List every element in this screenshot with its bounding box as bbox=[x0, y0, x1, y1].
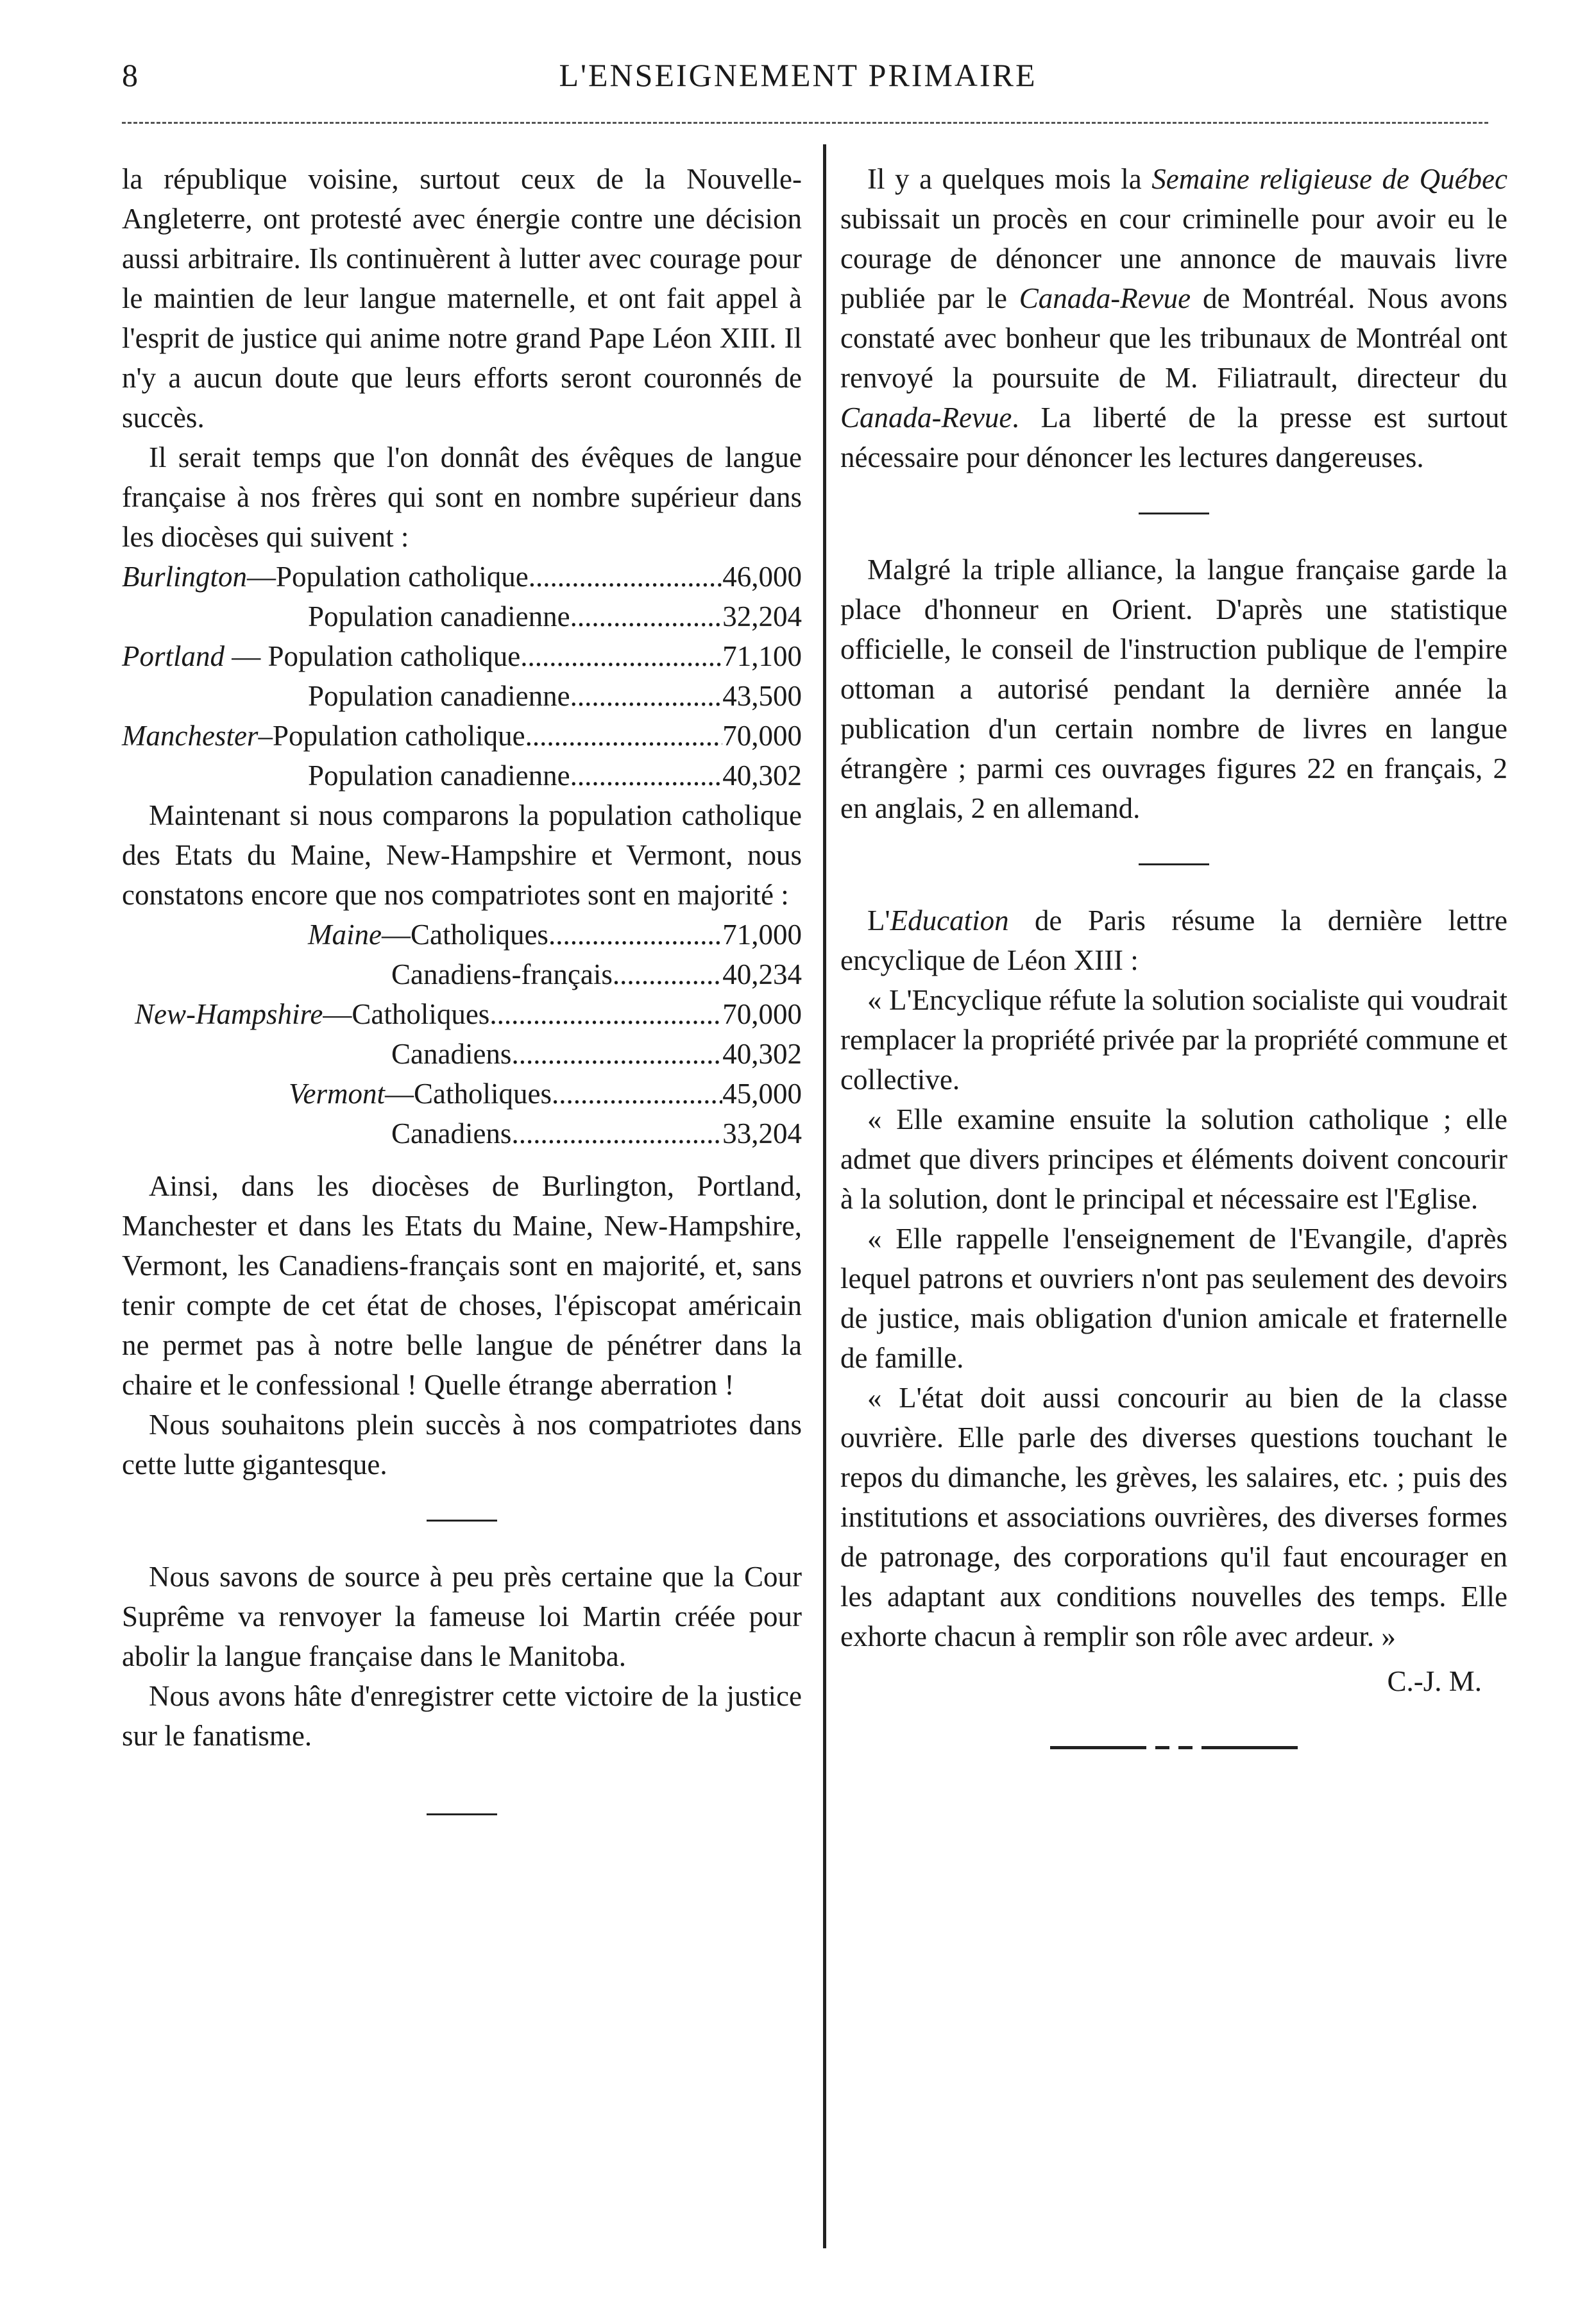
leader-dots bbox=[529, 557, 723, 597]
publication-title: Canada-Revue bbox=[840, 402, 1012, 434]
diocese-row bbox=[122, 636, 802, 676]
column-divider bbox=[823, 144, 826, 2248]
diocese-row bbox=[122, 716, 802, 756]
state-name: New-Hampshire bbox=[135, 998, 323, 1030]
paragraph: Il serait temps que l'on donnât des évêques de langue française à nos frères qui sont en nombre supérieur dans les diocèses qui suivent : bbox=[122, 441, 802, 553]
section-rule bbox=[1139, 863, 1209, 865]
quote-paragraph: « L'Encyclique réfute la solution socialiste qui voudrait remplacer la propriété privée par la propriété commune et collective. bbox=[840, 984, 1507, 1096]
diocese-name: Manchester bbox=[122, 720, 259, 752]
paragraph: Nous avons hâte d'enregistrer cette victoire de la justice sur le fanatisme. bbox=[122, 1680, 802, 1752]
row-label: Catholiques bbox=[410, 919, 548, 951]
state-row bbox=[205, 1074, 802, 1114]
separator: — bbox=[385, 1078, 414, 1110]
text-run: Il y a quelques mois la bbox=[867, 163, 1152, 195]
diocese-row bbox=[122, 676, 802, 716]
text-run: subissait un procès en cour criminelle pour avoir eu le courage de dénoncer une annonce de mauvais livre publiée par le bbox=[840, 203, 1507, 314]
ornament-bar bbox=[1050, 1746, 1146, 1749]
header-rule bbox=[122, 122, 1488, 124]
paragraph: Nous savons de source à peu près certaine que la Cour Suprême va renvoyer la fameuse loi Martin créée pour abolir la langue française dans le Manitoba. bbox=[122, 1561, 802, 1672]
row-label: Population canadienne bbox=[308, 680, 570, 712]
diocese-row bbox=[122, 557, 802, 597]
leader-dots bbox=[525, 716, 723, 756]
row-label: Canadiens bbox=[391, 1117, 512, 1149]
quote-paragraph: « Elle rappelle l'enseignement de l'Evangile, d'après lequel patrons et ouvriers n'ont pas seulement des devoirs de justice, mais obligation d'union amicale et fraternelle de famille. bbox=[840, 1223, 1507, 1374]
row-label: Population canadienne bbox=[308, 600, 570, 632]
paragraph: Maintenant si nous comparons la population catholique des Etats du Maine, New-Hampshire et Vermont, nous constatons encore que nos compatriotes sont en majorité : bbox=[122, 799, 802, 911]
leader-dots bbox=[570, 756, 723, 795]
row-value: 70,000 bbox=[722, 998, 802, 1030]
text-run: de Montréal. Nous avons constaté avec bonheur que les tribunaux de Montréal ont renvoyé la poursuite de M. Filiatrault, directeur du bbox=[840, 282, 1507, 394]
row-label: Population canadienne bbox=[308, 759, 570, 792]
diocese-name: Portland bbox=[122, 640, 225, 672]
separator: — bbox=[323, 998, 352, 1030]
section-rule bbox=[1139, 513, 1209, 514]
state-name: Vermont bbox=[289, 1078, 385, 1110]
row-value: 71,000 bbox=[722, 919, 802, 951]
separator: – bbox=[258, 720, 273, 752]
state-row bbox=[205, 1114, 802, 1153]
leader-dots bbox=[489, 994, 722, 1034]
row-label: Canadiens bbox=[391, 1038, 512, 1070]
row-label: Population catholique bbox=[272, 720, 525, 752]
diocese-row bbox=[122, 597, 802, 636]
quote-paragraph: « L'état doit aussi concourir au bien de la classe ouvrière. Elle parle des diverses questions touchant le repos du dimanche, les grèves, les salaires, etc. ; puis des institutions et associations ouvrières, des diverses formes de patronage, des corporations qu'il faut encourager en les adaptant aux conditions nouvelles des temps. Elle exhorte chacun à remplir son rôle avec ardeur. » bbox=[840, 1382, 1507, 1652]
paragraph: Malgré la triple alliance, la langue française garde la place d'honneur en Orient. D'après une statistique officielle, le conseil de l'instruction publique de l'empire ottoman a autorisé pendant la dernière année la publication d'un certain nombre de livres en langue étrangère ; parmi ces ouvrages figures 22 en français, 2 en anglais, 2 en allemand. bbox=[840, 554, 1507, 824]
leader-dots bbox=[548, 915, 722, 954]
row-value: 43,500 bbox=[722, 680, 802, 712]
row-label: Population catholique bbox=[267, 640, 521, 672]
row-label: Canadiens-français bbox=[391, 958, 613, 990]
ornament-dot bbox=[1178, 1746, 1193, 1749]
paragraph: Nous souhaitons plein succès à nos compatriotes dans cette lutte gigantesque. bbox=[122, 1409, 802, 1480]
left-column bbox=[122, 159, 802, 1815]
leader-dots bbox=[570, 676, 723, 716]
row-value: 40,302 bbox=[722, 1038, 802, 1070]
row-label: Catholiques bbox=[352, 998, 490, 1030]
section-rule bbox=[427, 1813, 497, 1815]
row-label: Population catholique bbox=[276, 561, 529, 593]
row-value: 33,204 bbox=[722, 1117, 802, 1149]
row-value: 40,234 bbox=[722, 958, 802, 990]
row-value: 71,100 bbox=[722, 640, 802, 672]
state-row bbox=[205, 915, 802, 954]
text-run: . La liberté de la presse est surtout nécessaire pour dénoncer les lectures dangereuses. bbox=[840, 402, 1507, 473]
right-column bbox=[840, 159, 1507, 1749]
paragraph bbox=[840, 159, 1507, 477]
author-signature: C.-J. M. bbox=[1387, 1665, 1482, 1697]
paragraph: la république voisine, surtout ceux de la Nouvelle-Angleterre, ont protesté avec énergie contre une décision aussi arbitraire. Ils continuèrent à lutter avec courage pour le maintien de leur langue maternelle, et ont fait appel à l'esprit de justice qui anime notre grand Pape Léon XIII. Il n'y a aucun doute que leurs efforts seront couronnés de succès. bbox=[122, 163, 802, 434]
state-name: Maine bbox=[308, 919, 382, 951]
state-row bbox=[205, 954, 802, 994]
section-rule bbox=[427, 1520, 497, 1522]
separator: — bbox=[247, 561, 276, 593]
text-run: de Paris résume la dernière lettre encyclique de Léon XIII : bbox=[840, 904, 1507, 976]
ornament-dot bbox=[1155, 1746, 1169, 1749]
row-value: 45,000 bbox=[722, 1078, 802, 1110]
leader-dots bbox=[613, 954, 722, 994]
closing-ornament bbox=[840, 1746, 1507, 1749]
paragraph: Ainsi, dans les diocèses de Burlington, Portland, Manchester et dans les Etats du Maine, New-Hampshire, Vermont, les Canadiens-français sont en majorité, et, sans tenir compte de cet état de choses, l'épiscopat américain ne permet pas à notre belle langue de pénétrer dans la chaire et le confessional ! Quelle étrange aberration ! bbox=[122, 1170, 802, 1401]
publication-title: Semaine religieuse de Québec bbox=[1151, 163, 1507, 195]
leader-dots bbox=[552, 1074, 722, 1114]
leader-dots bbox=[511, 1114, 722, 1153]
state-row bbox=[205, 1034, 802, 1074]
row-value: 40,302 bbox=[722, 759, 802, 792]
publication-title: Education bbox=[890, 904, 1009, 937]
diocese-name: Burlington bbox=[122, 561, 248, 593]
row-value: 32,204 bbox=[722, 600, 802, 632]
text-run: L' bbox=[867, 904, 890, 937]
paragraph bbox=[840, 901, 1507, 980]
row-value: 46,000 bbox=[722, 561, 802, 593]
page-number: 8 bbox=[122, 57, 138, 93]
separator: — bbox=[225, 640, 268, 672]
state-row bbox=[135, 994, 802, 1034]
quote-paragraph: « Elle examine ensuite la solution catholique ; elle admet que divers principes et éléments doivent concourir à la solution, dont le principal et nécessaire est l'Eglise. bbox=[840, 1103, 1507, 1215]
publication-title: Canada-Revue bbox=[1019, 282, 1191, 314]
leader-dots bbox=[570, 597, 723, 636]
row-label: Catholiques bbox=[414, 1078, 552, 1110]
running-title: L'ENSEIGNEMENT PRIMAIRE bbox=[559, 57, 1037, 93]
leader-dots bbox=[520, 636, 722, 676]
diocese-row bbox=[122, 756, 802, 795]
separator: — bbox=[381, 919, 411, 951]
leader-dots bbox=[511, 1034, 722, 1074]
state-table bbox=[122, 915, 802, 1153]
ornament-bar bbox=[1201, 1746, 1298, 1749]
row-value: 70,000 bbox=[722, 720, 802, 752]
diocese-table bbox=[122, 557, 802, 795]
